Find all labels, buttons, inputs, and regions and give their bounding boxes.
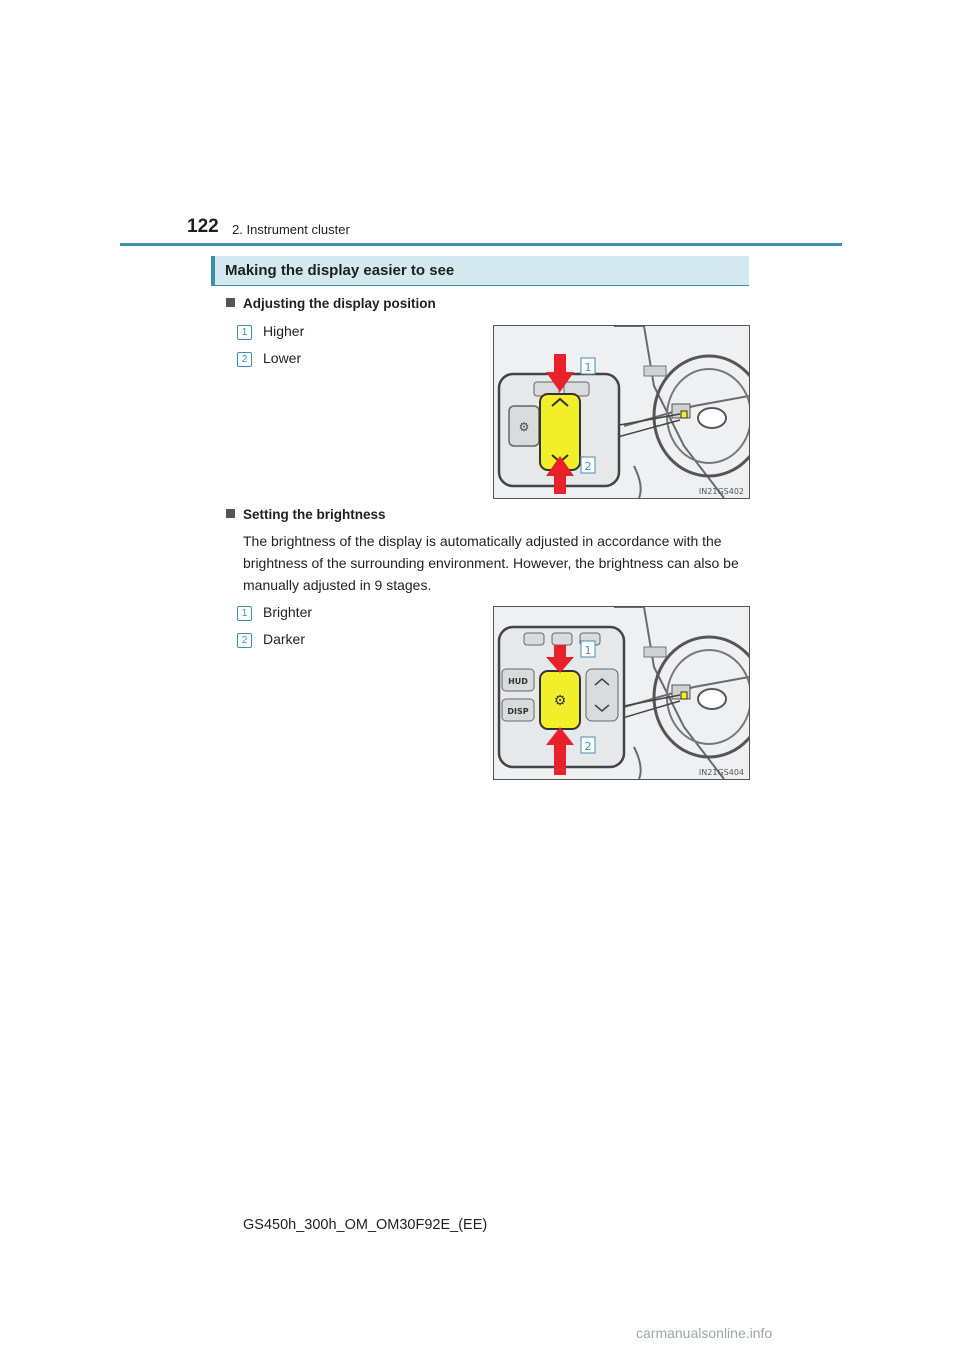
section-heading-text: Making the display easier to see <box>225 262 455 279</box>
figure-brightness <box>493 606 750 780</box>
list-item <box>237 323 304 340</box>
list-item-label: Higher <box>263 323 305 339</box>
list-item-label: Darker <box>263 631 306 647</box>
figure-callout-2: 2 <box>584 460 592 473</box>
figure-code: IN21GS402 <box>698 487 744 496</box>
figure-callout-2: 2 <box>584 740 592 753</box>
subheading-brightness: Setting the brightness <box>226 507 386 522</box>
figure-code: IN21GS404 <box>698 768 744 777</box>
list-item-label: Brighter <box>263 604 313 620</box>
list-item <box>237 631 305 648</box>
steering-switch-illustration <box>494 607 749 779</box>
steering-switch-illustration <box>494 326 749 498</box>
list-item-label: Lower <box>263 350 302 366</box>
svg-text:⚙: ⚙ <box>553 693 567 709</box>
square-bullet-icon <box>226 298 235 307</box>
svg-text:⚙: ⚙ <box>518 420 530 434</box>
subheading-display-position: Adjusting the display position <box>226 296 436 311</box>
list-item <box>237 350 301 367</box>
step-number-badge: 1 <box>237 325 252 340</box>
figure-display-position <box>493 325 750 499</box>
list-item <box>237 604 312 621</box>
step-number-badge: 2 <box>237 352 252 367</box>
hud-button-label: HUD <box>508 677 528 686</box>
figure-callout-1: 1 <box>584 644 592 657</box>
brightness-paragraph: The brightness of the display is automatically adjusted in accordance with the brightness of the surrounding environment. However, the brightness can also be manually adjusted in 9 stages. <box>243 533 739 593</box>
watermark: carmanualsonline.info <box>636 1325 773 1341</box>
section-heading <box>211 256 749 286</box>
document-code: GS450h_300h_OM_OM30F92E_(EE) <box>243 1217 488 1233</box>
step-number-badge: 1 <box>237 606 252 621</box>
square-bullet-icon <box>226 509 235 518</box>
disp-button-label: DISP <box>507 707 529 716</box>
header-rule <box>120 243 842 246</box>
step-number-badge: 2 <box>237 633 252 648</box>
page-number: 122 <box>187 216 219 237</box>
figure-callout-1: 1 <box>584 361 592 374</box>
section-title: 2. Instrument cluster <box>232 222 350 237</box>
